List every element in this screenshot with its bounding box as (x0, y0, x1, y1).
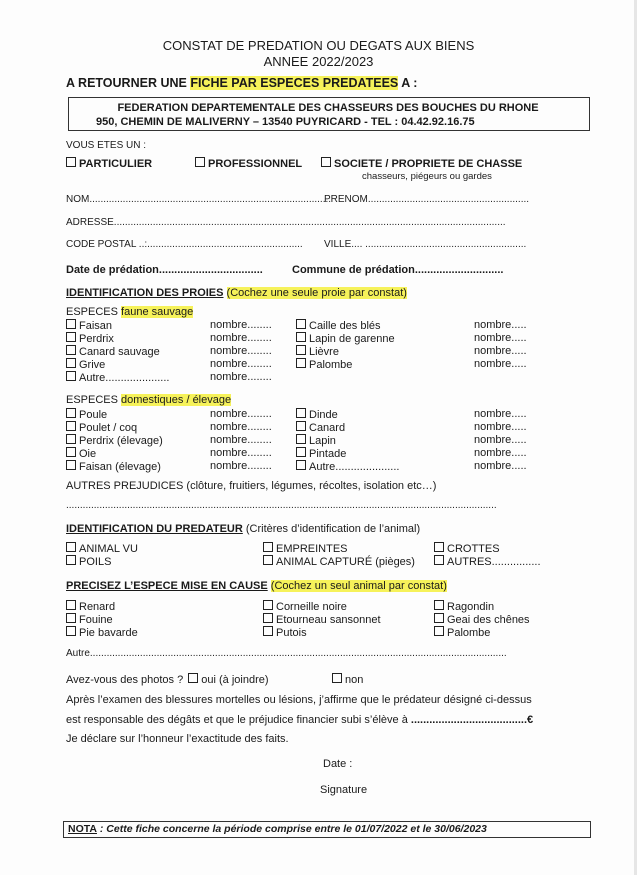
nombre-field[interactable]: nombre........ (210, 434, 272, 446)
nombre-field[interactable]: nombre..... (474, 447, 527, 459)
nombre-field[interactable]: nombre..... (474, 358, 527, 370)
domestic-option[interactable]: Poule (66, 408, 107, 421)
checkbox-oui[interactable] (188, 673, 198, 683)
nombre-field[interactable]: nombre..... (474, 319, 527, 331)
declaration-line3: Je déclare sur l’honneur l’exactitude des faits. (66, 733, 289, 745)
federation-name: FEDERATION DEPARTEMENTALE DES CHASSEURS DES BOUCHES DU RHONE (117, 102, 539, 114)
nombre-field[interactable]: nombre........ (210, 460, 272, 472)
checkbox[interactable] (434, 626, 444, 636)
checkbox[interactable] (66, 600, 76, 610)
checkbox[interactable] (296, 358, 306, 368)
nombre-field[interactable]: nombre........ (210, 332, 272, 344)
field-code-postal[interactable]: CODE POSTAL ..:........................................................ (66, 239, 303, 250)
return-highlight: FICHE PAR ESPECES PREDATEES (190, 76, 399, 90)
wild-option[interactable]: Faisan (66, 319, 112, 332)
domestic-option[interactable]: Poulet / coq (66, 421, 137, 434)
nombre-field[interactable]: nombre..... (474, 345, 527, 357)
nombre-field[interactable]: nombre..... (474, 408, 527, 420)
checkbox[interactable] (263, 542, 273, 552)
checkbox[interactable] (66, 332, 76, 342)
nombre-field[interactable]: nombre..... (474, 421, 527, 433)
predateur-option[interactable]: POILS (66, 555, 111, 568)
wild-option[interactable]: Palombe (296, 358, 352, 371)
checkbox[interactable] (296, 345, 306, 355)
option-professionnel[interactable]: PROFESSIONNEL (195, 157, 302, 170)
nombre-field[interactable]: nombre........ (210, 358, 272, 370)
espece-autre-field[interactable]: Autre...................................................................................................................................................... (66, 648, 507, 659)
espece-option[interactable]: Renard (66, 600, 115, 613)
nombre-field[interactable]: nombre........ (210, 371, 272, 383)
checkbox[interactable] (66, 157, 76, 167)
field-adresse[interactable]: ADRESSE............................................................................................................................................. (66, 217, 506, 228)
checkbox[interactable] (434, 555, 444, 565)
espece-option[interactable]: Corneille noire (263, 600, 347, 613)
form-title: CONSTAT DE PREDATION OU DEGATS AUX BIENS (162, 38, 475, 53)
espece-option[interactable]: Ragondin (434, 600, 494, 613)
domestic-option[interactable]: Pintade (296, 447, 346, 460)
predateur-option[interactable]: ANIMAL CAPTURÉ (pièges) (263, 555, 415, 568)
form-year: ANNEE 2022/2023 (263, 54, 374, 69)
amount-field[interactable]: ......................................€ (410, 714, 534, 726)
domestic-option[interactable]: Canard (296, 421, 345, 434)
checkbox[interactable] (296, 434, 306, 444)
predateur-option[interactable]: ANIMAL VU (66, 542, 138, 555)
domestic-option[interactable]: Oie (66, 447, 96, 460)
checkbox[interactable] (66, 358, 76, 368)
checkbox[interactable] (66, 447, 76, 457)
nombre-field[interactable]: nombre........ (210, 447, 272, 459)
signature-label[interactable]: Signature (320, 784, 368, 796)
checkbox[interactable] (66, 626, 76, 636)
identity-question: VOUS ETES UN : (66, 140, 147, 151)
domestic-label: ESPECES domestiques / élevage (66, 394, 232, 406)
field-nom[interactable]: NOM....................................................................................... (66, 194, 332, 205)
espece-option[interactable]: Etourneau sansonnet (263, 613, 381, 626)
checkbox[interactable] (296, 460, 306, 470)
espece-option[interactable]: Putois (263, 626, 307, 639)
domestic-option[interactable]: Autre..................... (296, 460, 399, 473)
checkbox[interactable] (66, 319, 76, 329)
checkbox[interactable] (296, 332, 306, 342)
nombre-field[interactable]: nombre........ (210, 345, 272, 357)
declaration-line2: est responsable des dégâts et que le préjudice financier subi s’élève à ......................................€ (66, 714, 534, 726)
checkbox[interactable] (434, 613, 444, 623)
domestic-option[interactable]: Dinde (296, 408, 338, 421)
checkbox[interactable] (321, 157, 331, 167)
photos-question: Avez-vous des photos ? oui (à joindre) (66, 674, 269, 686)
wild-option[interactable]: Caille des blés (296, 319, 381, 332)
federation-address: 950, CHEMIN DE MALIVERNY – 13540 PUYRICARD - TEL : 04.42.92.16.75 (96, 116, 475, 128)
checkbox[interactable] (66, 371, 76, 381)
wild-option[interactable]: Canard sauvage (66, 345, 160, 358)
checkbox[interactable] (296, 447, 306, 457)
domestic-option[interactable]: Faisan (élevage) (66, 460, 161, 473)
wild-option[interactable]: Lapin de garenne (296, 332, 395, 345)
espece-heading: PRECISEZ L’ESPECE MISE EN CAUSE (Cochez un seul animal par constat) (66, 580, 447, 592)
checkbox[interactable] (263, 555, 273, 565)
checkbox-non[interactable] (332, 673, 342, 683)
wild-option[interactable]: Lièvre (296, 345, 339, 358)
predateur-option[interactable]: AUTRES................ (434, 555, 541, 568)
nombre-field[interactable]: nombre..... (474, 332, 527, 344)
checkbox[interactable] (66, 408, 76, 418)
predateur-option[interactable]: CROTTES (434, 542, 500, 555)
espece-option[interactable]: Pie bavarde (66, 626, 138, 639)
checkbox[interactable] (66, 555, 76, 565)
checkbox[interactable] (434, 542, 444, 552)
nombre-field[interactable]: nombre........ (210, 421, 272, 433)
return-prefix: A RETOURNER UNE (66, 76, 187, 90)
nombre-field[interactable]: nombre..... (474, 434, 527, 446)
nombre-field[interactable]: nombre..... (474, 460, 527, 472)
nombre-field[interactable]: nombre........ (210, 408, 272, 420)
nota: NOTA : Cette fiche concerne la période comprise entre le 01/07/2022 et le 30/06/2023 (68, 823, 487, 835)
wild-option[interactable]: Perdrix (66, 332, 114, 345)
option-particulier[interactable]: PARTICULIER (66, 157, 152, 170)
predateur-option[interactable]: EMPREINTES (263, 542, 348, 555)
autres-prejudices-line[interactable]: ........................................................................................................................................................... (66, 500, 497, 511)
checkbox[interactable] (263, 613, 273, 623)
espece-option[interactable]: Geai des chênes (434, 613, 530, 626)
wild-option[interactable]: Grive (66, 358, 105, 371)
domestic-option[interactable]: Perdrix (élevage) (66, 434, 163, 447)
field-date-predation[interactable]: Date de prédation.................................. (66, 264, 263, 276)
predateur-heading: IDENTIFICATION DU PREDATEUR (Critères d’identification de l’animal) (66, 523, 421, 535)
checkbox[interactable] (66, 421, 76, 431)
nombre-field[interactable]: nombre........ (210, 319, 272, 331)
checkbox[interactable] (296, 319, 306, 329)
autres-prejudices: AUTRES PREJUDICES (clôture, fruitiers, légumes, récoltes, isolation etc…) (66, 480, 437, 492)
proies-heading: IDENTIFICATION DES PROIES (Cochez une seule proie par constat) (66, 287, 407, 299)
option-societe[interactable]: SOCIETE / PROPRIETE DE CHASSE (321, 157, 522, 170)
domestic-option[interactable]: Lapin (296, 434, 336, 447)
checkbox[interactable] (195, 157, 205, 167)
checkbox[interactable] (66, 613, 76, 623)
checkbox[interactable] (296, 408, 306, 418)
checkbox[interactable] (263, 600, 273, 610)
declaration-line1: Après l’examen des blessures mortelles ou lésions, j’affirme que le prédateur désigné ci-dessus (66, 694, 532, 706)
espece-option[interactable]: Fouine (66, 613, 113, 626)
checkbox[interactable] (263, 626, 273, 636)
option-societe-sub: chasseurs, piégeurs ou gardes (362, 171, 492, 182)
photos-non[interactable]: non (332, 673, 363, 686)
checkbox[interactable] (434, 600, 444, 610)
field-commune[interactable]: Commune de prédation............................. (292, 264, 504, 276)
checkbox[interactable] (296, 421, 306, 431)
return-line (66, 76, 417, 90)
field-ville[interactable]: VILLE.... .......................................................... (324, 239, 527, 250)
checkbox[interactable] (66, 460, 76, 470)
checkbox[interactable] (66, 345, 76, 355)
field-prenom[interactable]: PRENOM.......................................................... (324, 194, 530, 205)
checkbox[interactable] (66, 434, 76, 444)
date-label[interactable]: Date : (323, 758, 353, 770)
wild-option[interactable]: Autre..................... (66, 371, 169, 384)
wild-label: ESPECES faune sauvage (66, 306, 194, 318)
checkbox[interactable] (66, 542, 76, 552)
return-suffix: A : (401, 76, 418, 90)
espece-option[interactable]: Palombe (434, 626, 490, 639)
